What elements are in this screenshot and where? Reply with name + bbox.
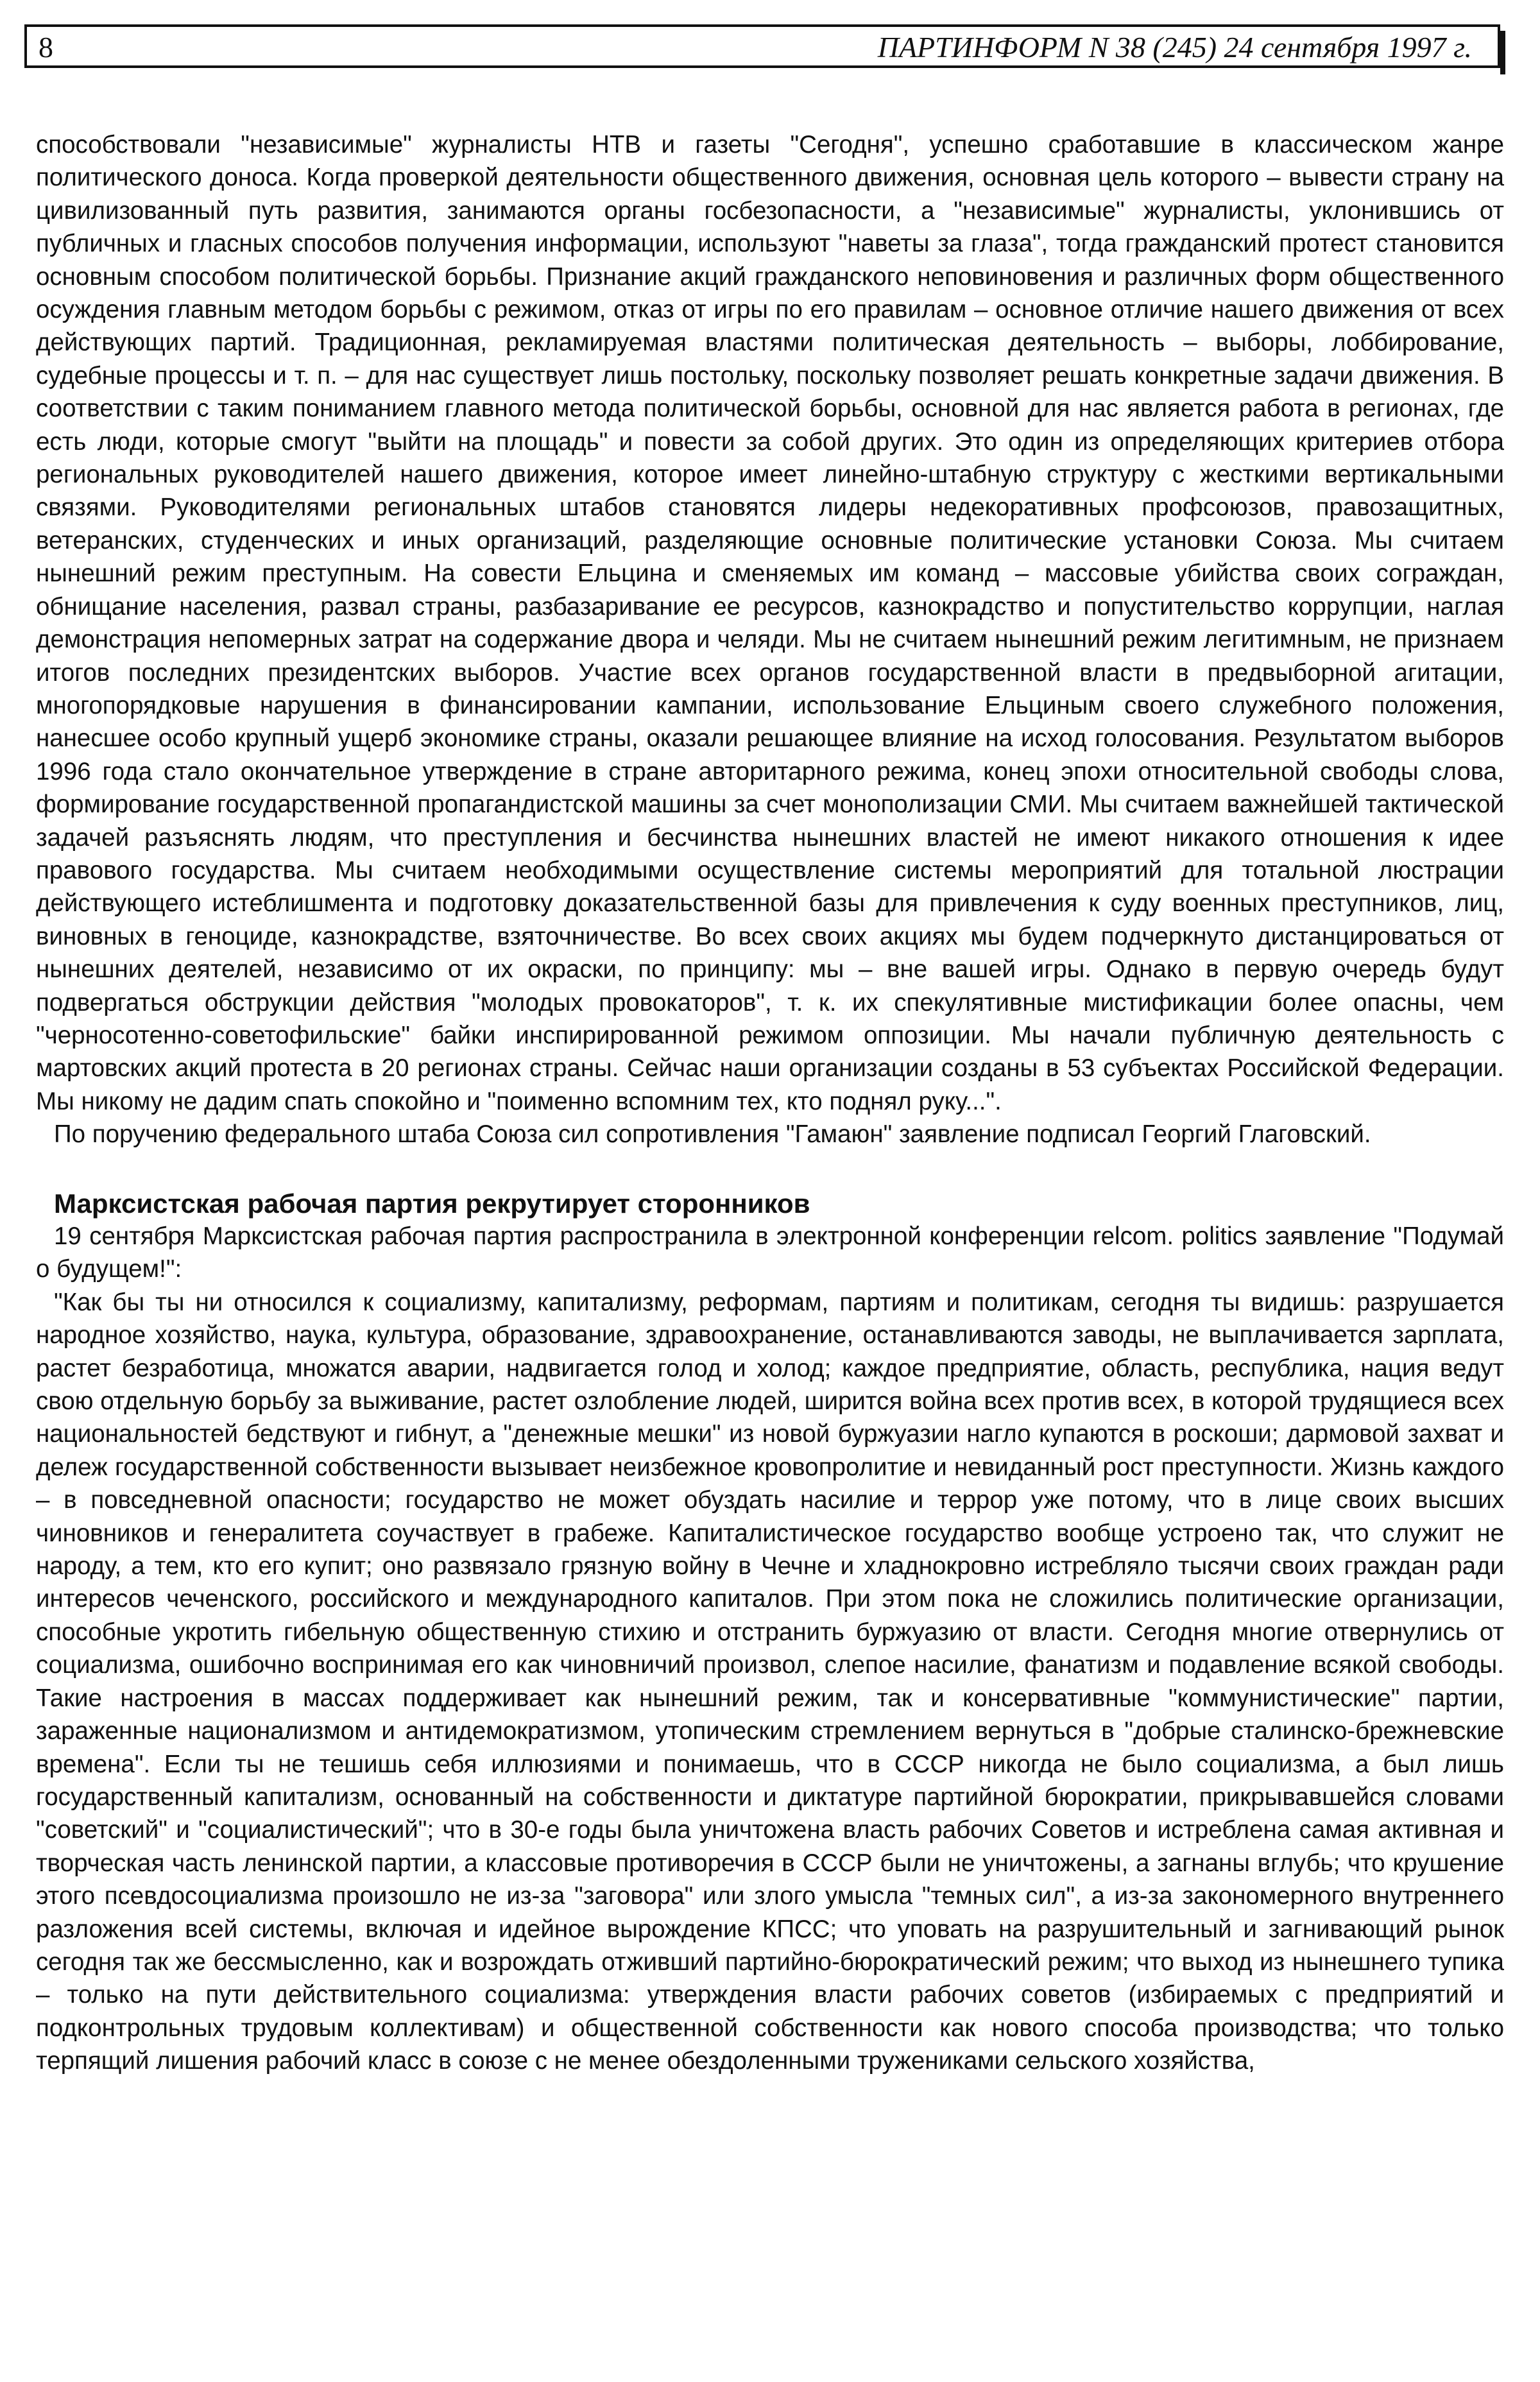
article2-quote: "Как бы ты ни относился к социализму, капитализму, реформам, партиям и политикам, сегодня ты видишь: разрушается народное хозяйство, наука, культура, образование, здравоохранение, останавливаются заводы, не выплачивается зарплата, растет безработица, множатся аварии, надвигается голод и холод; каждое предприятие, область, республика, нация ведут свою отдельную борьбу за выживание, растет озлобление людей, ширится война всех против всех, в которой трудящиеся всех национальностей бедствуют и гибнут, а "денежные мешки" из новой буржуазии нагло купаются в роскоши; дармовой захват и дележ государственной собственности вызывает неизбежное кровопролитие и невиданный рост преступности. Жизнь каждого – в повседневной опасности; государство не может обуздать насилие и террор уже потому, что в лице своих высших чиновников и генералитета соучаствует в грабеже. Капиталистическое государство вообще устроено так, что служит не народу, а тем, кто его купит; оно развязало грязную войну в Чечне и хладнокровно истребляло тысячи своих граждан ради интересов чеченского, российского и международного капиталов. При этом пока не сложились политические организации, способные укротить гибельную общественную стихию и отстранить буржуазию от власти. Сегодня многие отвернулись от социализма, ошибочно воспринимая его как чиновничий произвол, слепое насилие, фанатизм и подавление всякой свободы. Такие настроения в массах поддерживает как нынешний режим, так и консервативные "коммунистические" партии, зараженные национализмом и антидемократизмом, утопическим стремлением вернуться в "добрые сталинско-брежневские времена". Если ты не тешишь себя иллюзиями и понимаешь, что в СССР никогда не было социализма, а был лишь государственный капитализм, основанный на собственности и диктатуре партийной бюрократии, прикрывавшейся словами "советский" и "социалистический"; что в 30-е годы была уничтожена власть рабочих Советов и истреблена самая активная и творческая часть ленинской партии, а классовые противоречия в СССР были не уничтожены, а загнаны вглубь; что крушение этого псевдосоциализма произошло не из-за "заговора" или злого умысла "темных сил", а из-за закономерного внутреннего разложения всей системы, включая и идейное вырождение КПСС; что уповать на разрушительный и загнивающий рынок сегодня так же бессмысленно, как и возрождать отживший партийно-бюрократический режим; что выход из нынешнего тупика – только на пути действительного социализма: утверждения власти рабочих советов (избираемых с предприятий и подконтрольных трудовым коллективам) и общественной собственности как нового способа производства; что только терпящий лишения рабочий класс в союзе с не менее обездоленными тружениками сельского хозяйства, — [36, 1288, 1504, 2075]
header-shadow — [1500, 31, 1505, 74]
publication-title: ПАРТИНФОРМ N 38 (245) 24 сентября 1997 г. — [877, 31, 1472, 64]
article1-body: способствовали "независимые" журналисты НТВ и газеты "Сегодня", успешно сработавшие в классическом жанре политического доноса. Когда проверкой деятельности общественного движения, основная цель которого – вывести страну на цивилизованный путь развития, занимаются органы госбезопасности, а "независимые" журналисты, уклонившись от публичных и гласных способов получения информации, используют "наветы за глаза", тогда гражданский протест становится основным способом политической борьбы. Признание акций гражданского неповиновения и различных форм общественного осуждения главным методом борьбы с режимом, отказ от игры по его правилам – основное отличие нашего движения от всех действующих партий. Традиционная, рекламируемая властями политическая деятельность – выборы, лоббирование, судебные процессы и т. п. – для нас существует лишь постольку, поскольку позволяет решать конкретные задачи движения. В соответствии с таким пониманием главного метода политической борьбы, основной для нас является работа в регионах, где есть люди, которые смогут "выйти на площадь" и повести за собой других. Это один из определяющих критериев отбора региональных руководителей нашего движения, которое имеет линейно-штабную структуру с жесткими вертикальными связями. Руководителями региональных штабов становятся лидеры недекоративных профсоюзов, правозащитных, ветеранских, студенческих и иных организаций, разделяющие основные политические установки Союза. Мы считаем нынешний режим преступным. На совести Ельцина и сменяемых им команд – массовые убийства своих сограждан, обнищание населения, развал страны, разбазаривание ее ресурсов, казнокрадство и попустительство коррупции, наглая демонстрация непомерных затрат на содержание двора и челяди. Мы не считаем нынешний режим легитимным, не признаем итогов последних президентских выборов. Участие всех органов государственной власти в предвыборной агитации, многопорядковые нарушения в финансировании кампании, использование Ельциным своего служебного положения, нанесшее особо крупный ущерб экономике страны, оказали решающее влияние на исход голосования. Результатом выборов 1996 года стало окончательное утверждение в стране авторитарного режима, конец эпохи относительной свободы слова, формирование государственной пропагандистской машины за счет монополизации СМИ. Мы считаем важнейшей тактической задачей разъяснять людям, что преступления и бесчинства нынешних властей не имеют никакого отношения к идее правового государства. Мы считаем необходимыми осуществление системы мероприятий для тотальной люстрации действующего истеблишмента и подготовку доказательственной базы для привлечения к суду военных преступников, лиц, виновных в геноциде, казнокрадстве, взяточничестве. Во всех своих акциях мы будем подчеркнуто дистанцироваться от нынешних деятелей, независимо от их окраски, по принципу: мы – вне вашей игры. Однако в первую очередь будут подвергаться обструкции действия "молодых провокаторов", т. к. их спекулятивные мистификации более опасны, чем "черносотенно-советофильские" байки инспирированной режимом оппозиции. Мы начали публичную деятельность с мартовских акций протеста в 20 регионах страны. Сейчас наши организации созданы в 53 субъектах Российской Федерации. Мы никому не дадим спать спокойно и "поименно вспомним тех, кто поднял руку...". — [36, 131, 1504, 1115]
article-content — [36, 128, 1504, 2078]
article1-signature: По поручению федерального штаба Союза сил сопротивления "Гамаюн" заявление подписал Георгий Глаговский. — [54, 1120, 1371, 1149]
article2-intro: 19 сентября Марксистская рабочая партия распространила в электронной конференции relcom. politics заявление "Подумай о будущем!": — [36, 1222, 1504, 1283]
article2-heading: Марксистская рабочая партия рекрутирует сторонников — [54, 1188, 810, 1219]
page-header — [24, 24, 1500, 68]
page-number: 8 — [38, 31, 53, 64]
